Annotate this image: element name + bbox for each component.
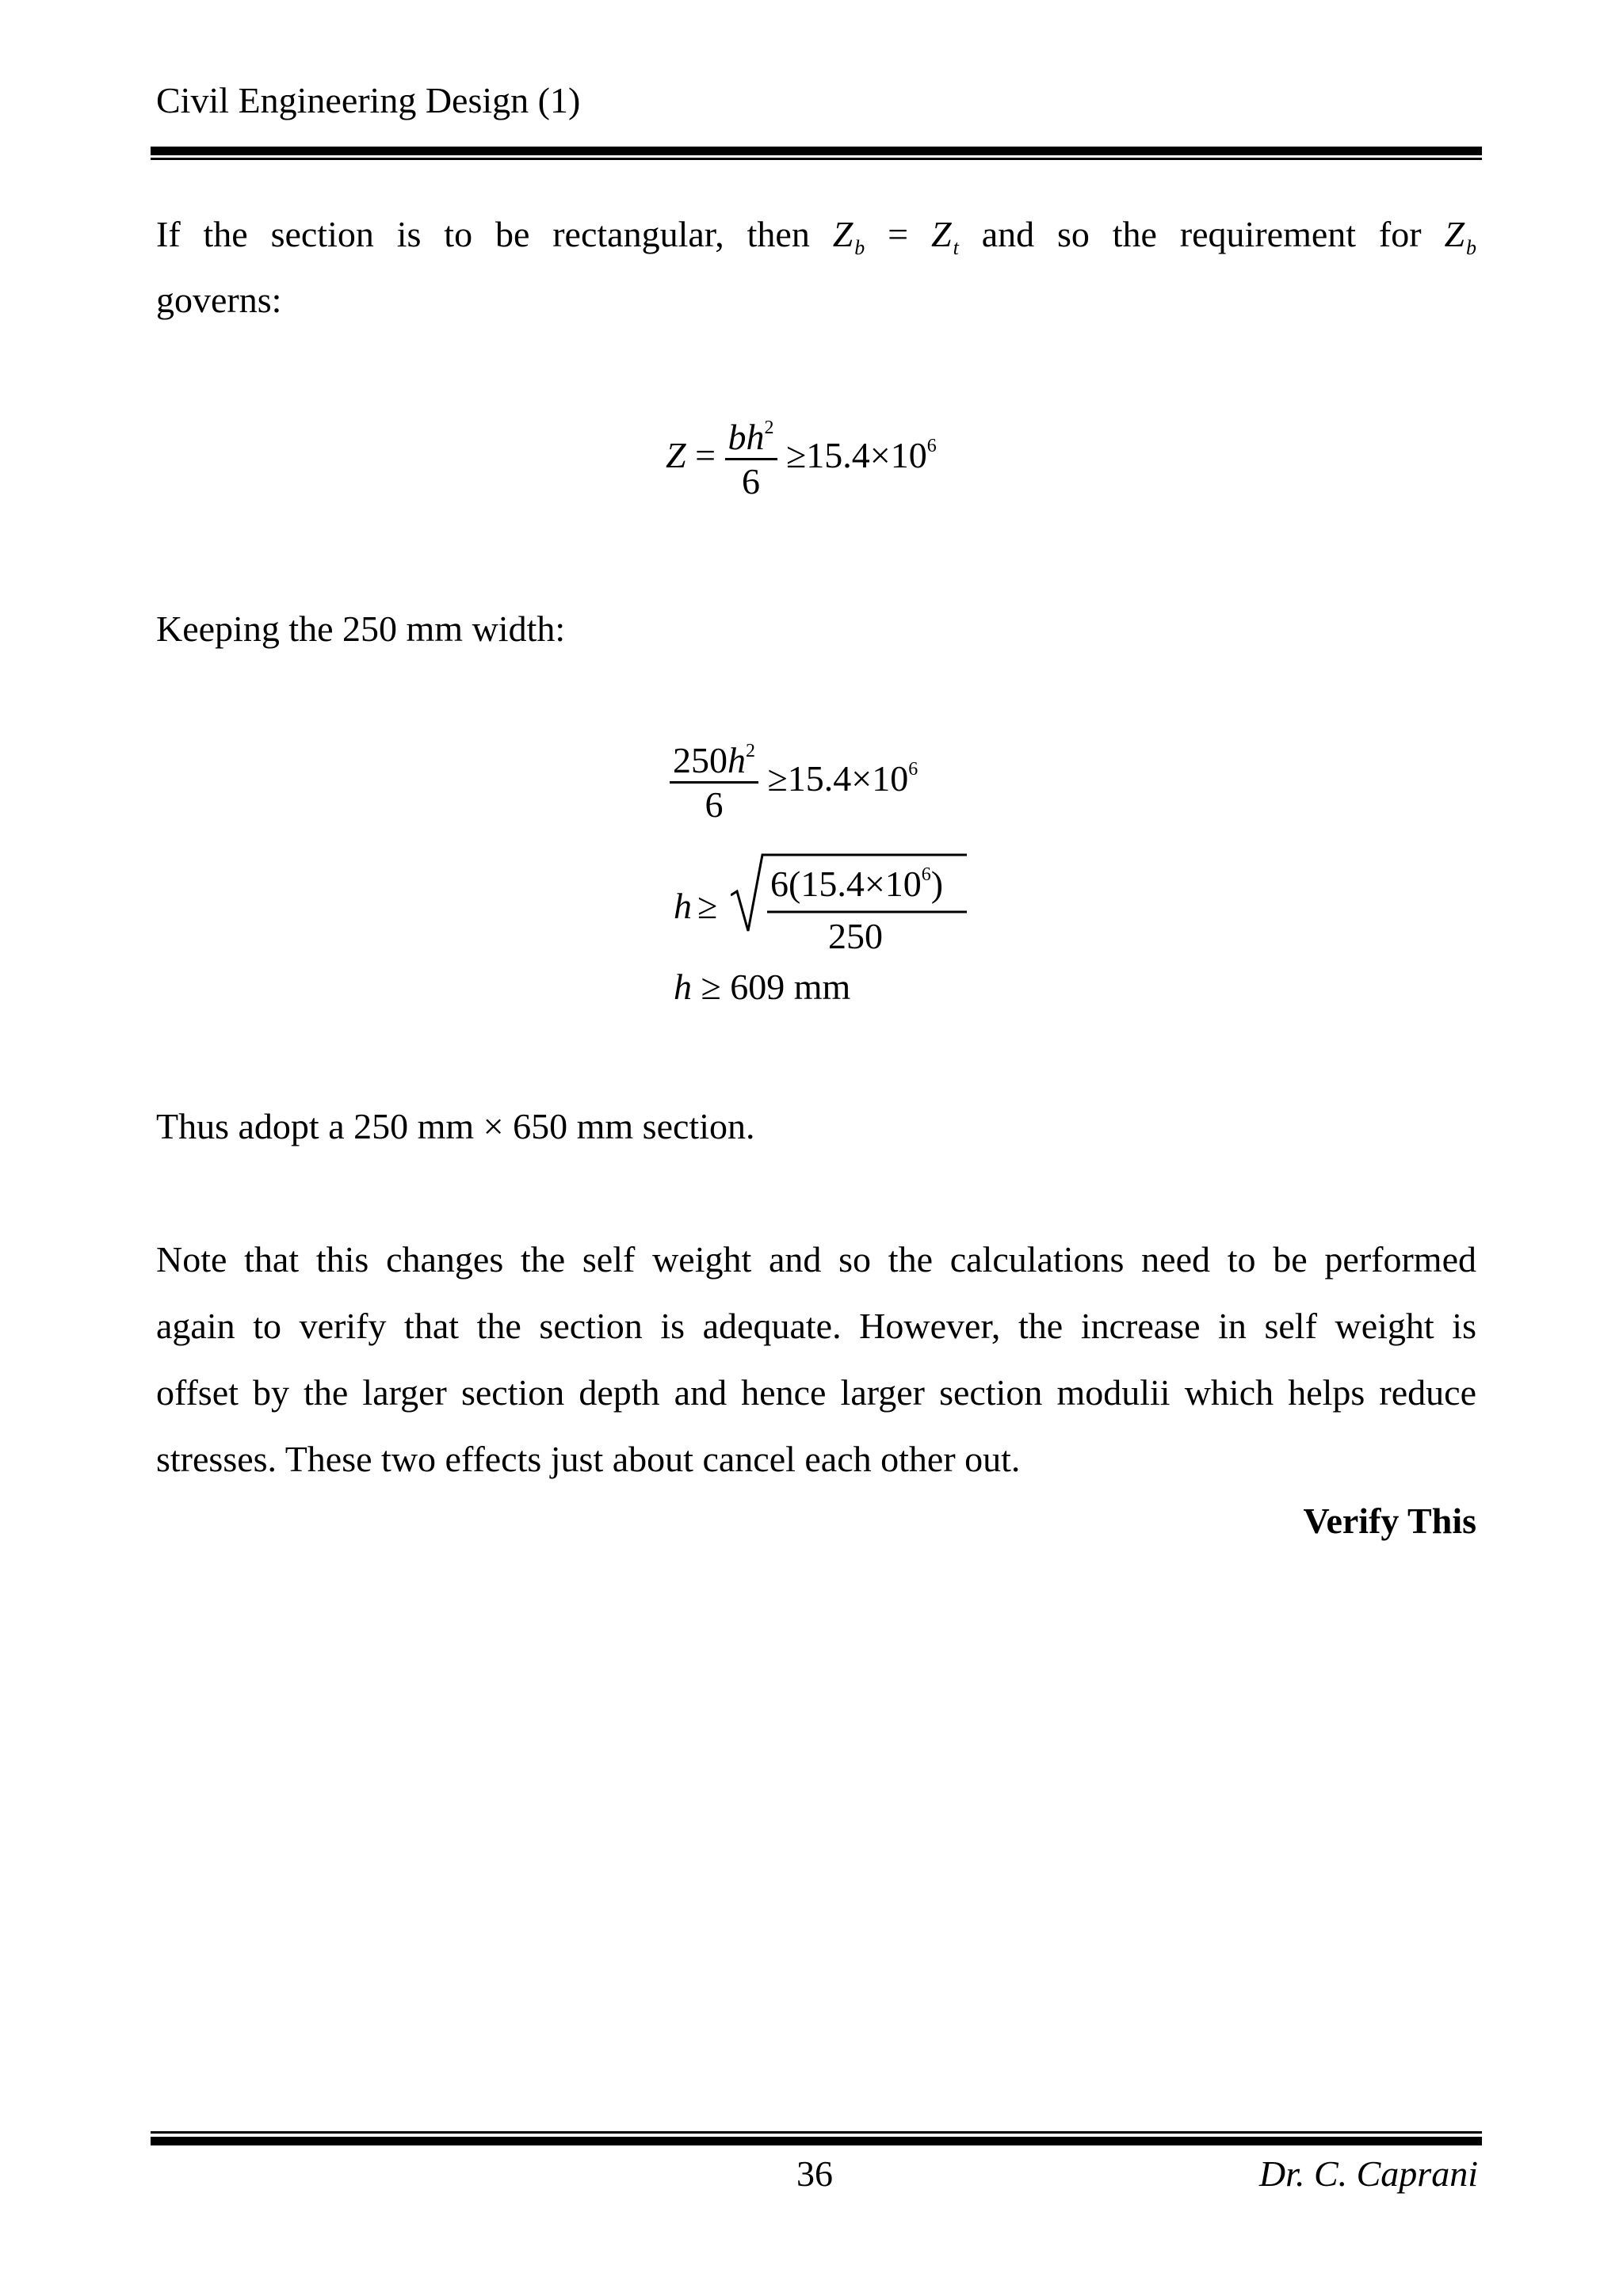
paragraph-keeping-width: Keeping the 250 mm width: [156, 608, 566, 649]
p1-line2: governs: [156, 280, 282, 320]
verify-this-label: Verify This [1303, 1501, 1476, 1541]
header-rule-thick [151, 147, 1482, 155]
p1-text-a: If the section is to be rectangular, then [156, 214, 810, 254]
paragraph-note-self-weight-2: again to verify that the section is adequate. However, the increase in self weight is [156, 1306, 1476, 1346]
footer-rule-thin [151, 2131, 1482, 2134]
equation-250h: $\frac{250h^2}{6}$ $\ge 15.4\times 10^6$ [670, 739, 918, 826]
footer-rule-thick [151, 2137, 1482, 2145]
paragraph-note-self-weight-4: stresses. These two effects just about cancel each other out. [156, 1439, 1021, 1479]
paragraph-adopt-section: Thus adopt a 250 mm × 650 mm section. [156, 1106, 755, 1146]
header-rule-thin [151, 158, 1482, 160]
author-name: Dr. C. Caprani [1258, 2153, 1478, 2194]
p1-text-b: and so the requirement for [981, 214, 1422, 254]
paragraph-note-self-weight-3: offset by the larger section depth and hence larger section modulii which helps reduce [156, 1372, 1476, 1413]
zb-symbol: $Z_b$ [1444, 214, 1477, 259]
paragraph-rectangular-section [156, 201, 1476, 281]
equation-section-modulus: Z = $\frac{bh^2}{6}$ $\ge 15.4\times 10^6$ [666, 417, 937, 502]
paragraph-note-self-weight-1: Note that this changes the self weight and so the calculations need to be performed [156, 1239, 1476, 1280]
page-number: 36 [796, 2153, 833, 2194]
equation-h-sqrt: h ≥ $6(15.4\times 10^6)$ 250 [674, 852, 967, 939]
equation-h-result: h ≥ 609 mm [674, 967, 851, 1007]
zb-equals-zt: $Z_b = Z_t$ [832, 214, 959, 259]
running-header: Civil Engineering Design (1) [156, 80, 581, 120]
